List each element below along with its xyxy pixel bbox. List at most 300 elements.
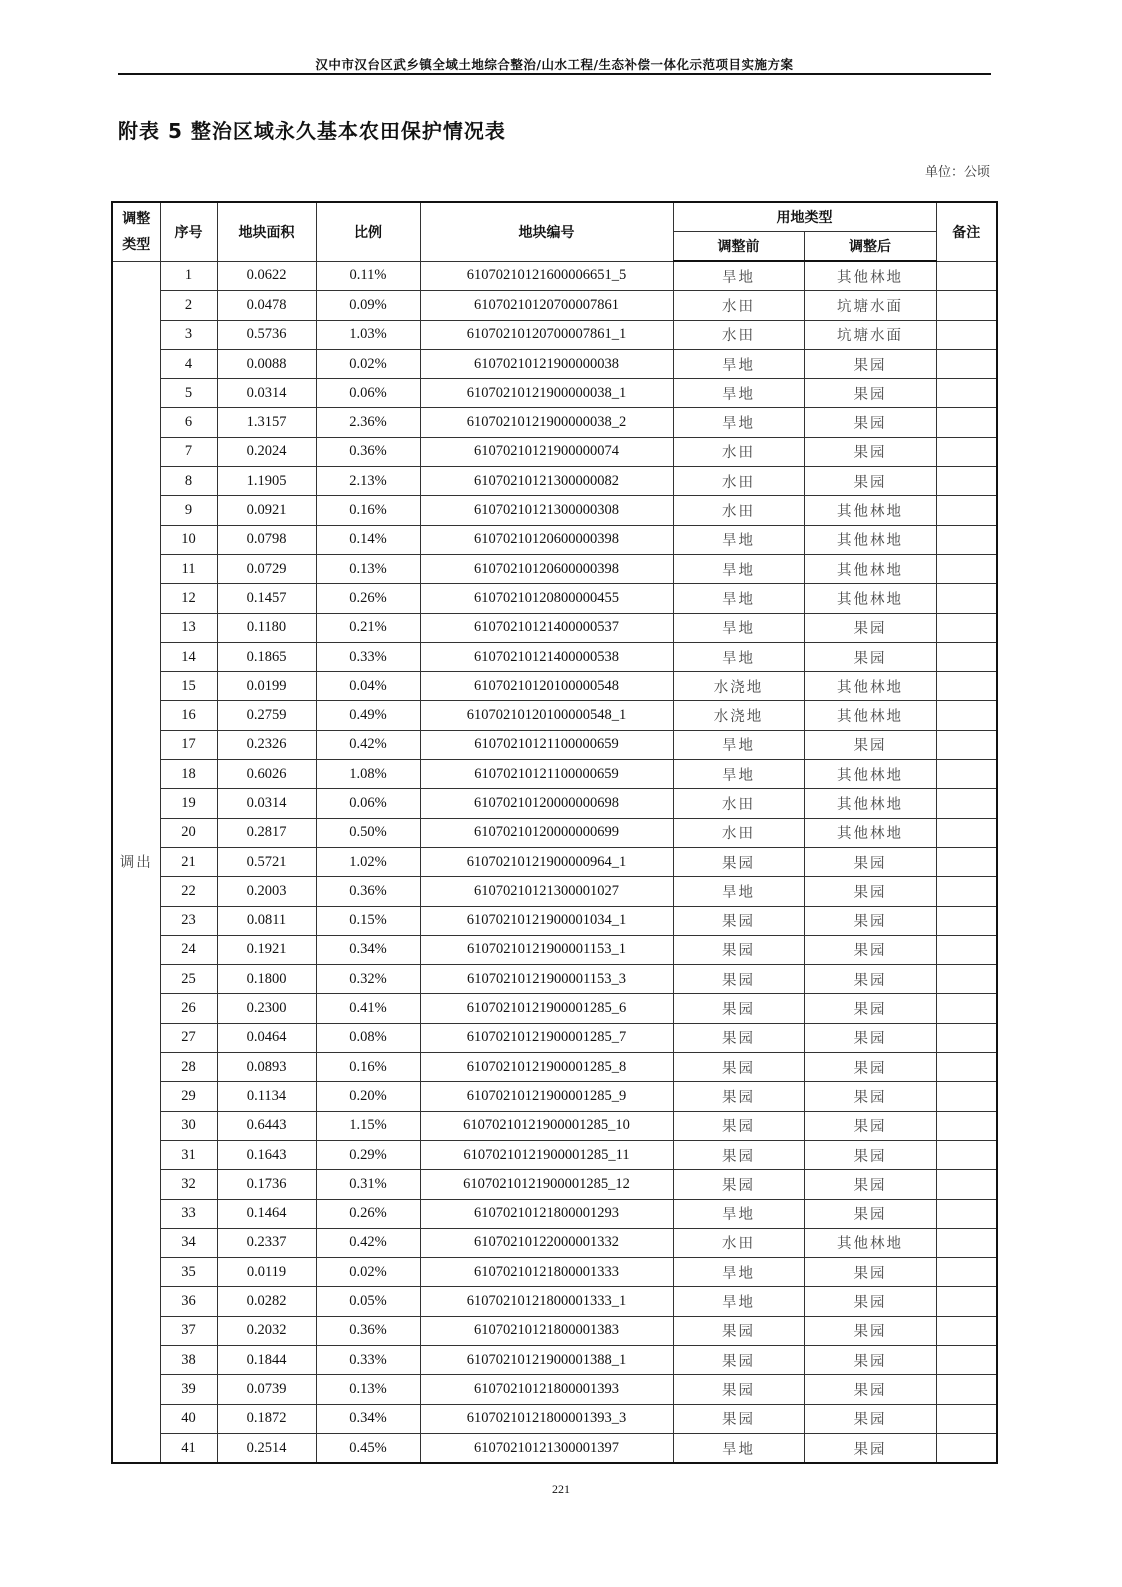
cell-remarks [936,1316,997,1345]
cell-seq: 24 [160,935,217,964]
cell-area: 0.2514 [217,1433,316,1463]
cell-remarks [936,847,997,876]
cell-parcel-id: 61070210120600000398 [420,554,673,583]
cell-parcel-id: 61070210120700007861_1 [420,320,673,349]
cell-land-use-after: 果园 [804,408,936,437]
cell-area: 0.2024 [217,437,316,466]
cell-area: 0.2817 [217,818,316,847]
table-row [112,965,997,994]
cell-area: 0.2326 [217,730,316,759]
cell-parcel-id: 61070210120700007861 [420,291,673,320]
cell-parcel-id: 61070210121900001153_3 [420,965,673,994]
cell-land-use-before: 果园 [673,847,804,876]
cell-land-use-after: 果园 [804,1316,936,1345]
table-row [112,1140,997,1169]
cell-remarks [936,701,997,730]
cell-ratio: 0.36% [316,877,420,906]
cell-area: 0.6026 [217,760,316,789]
cell-parcel-id: 61070210122000001332 [420,1228,673,1257]
header-adjust-type-line1: 调整 [122,210,151,227]
table-row [112,496,997,525]
cell-land-use-before: 水田 [673,437,804,466]
table-row [112,1287,997,1316]
table-row [112,1404,997,1433]
cell-land-use-after: 其他林地 [804,672,936,701]
cell-seq: 2 [160,291,217,320]
table-row [112,261,997,291]
header-rule [118,73,991,75]
farmland-protection-table [111,201,998,1464]
cell-area: 1.3157 [217,408,316,437]
table-row [112,613,997,642]
cell-ratio: 0.29% [316,1140,420,1169]
cell-ratio: 0.33% [316,642,420,671]
cell-land-use-after: 果园 [804,437,936,466]
cell-parcel-id: 61070210121900001153_1 [420,935,673,964]
cell-remarks [936,760,997,789]
cell-remarks [936,1082,997,1111]
cell-land-use-before: 旱地 [673,379,804,408]
cell-land-use-after: 果园 [804,1140,936,1169]
table-row [112,291,997,320]
cell-remarks [936,1404,997,1433]
cell-remarks [936,1433,997,1463]
table-row [112,906,997,935]
cell-land-use-before: 旱地 [673,408,804,437]
cell-seq: 22 [160,877,217,906]
cell-land-use-after: 果园 [804,1053,936,1082]
table-row [112,437,997,466]
cell-land-use-after: 果园 [804,935,936,964]
table-row [112,1053,997,1082]
cell-ratio: 0.02% [316,349,420,378]
cell-remarks [936,1111,997,1140]
cell-parcel-id: 61070210121400000538 [420,642,673,671]
page-number: 221 [552,1482,570,1496]
cell-ratio: 0.31% [316,1170,420,1199]
cell-land-use-before: 水田 [673,291,804,320]
cell-ratio: 0.14% [316,525,420,554]
cell-parcel-id: 61070210121900000038 [420,349,673,378]
table-row [112,1316,997,1345]
cell-seq: 39 [160,1375,217,1404]
cell-ratio: 0.11% [316,261,420,291]
cell-parcel-id: 61070210121900000074 [420,437,673,466]
cell-ratio: 0.21% [316,613,420,642]
cell-parcel-id: 61070210121900000038_1 [420,379,673,408]
cell-seq: 36 [160,1287,217,1316]
cell-remarks [936,730,997,759]
cell-remarks [936,672,997,701]
cell-area: 0.0798 [217,525,316,554]
cell-ratio: 0.34% [316,935,420,964]
cell-land-use-after: 果园 [804,1258,936,1287]
cell-land-use-before: 旱地 [673,1287,804,1316]
cell-remarks [936,642,997,671]
cell-ratio: 0.06% [316,789,420,818]
cell-parcel-id: 61070210121900001285_8 [420,1053,673,1082]
cell-parcel-id: 61070210121300001397 [420,1433,673,1463]
cell-land-use-before: 果园 [673,1375,804,1404]
cell-area: 0.1921 [217,935,316,964]
cell-seq: 17 [160,730,217,759]
cell-ratio: 0.45% [316,1433,420,1463]
cell-land-use-after: 坑塘水面 [804,320,936,349]
cell-seq: 3 [160,320,217,349]
cell-ratio: 1.03% [316,320,420,349]
cell-parcel-id: 61070210120600000398 [420,525,673,554]
cell-seq: 28 [160,1053,217,1082]
table-row [112,847,997,876]
table-row [112,818,997,847]
cell-parcel-id: 61070210121100000659 [420,760,673,789]
cell-land-use-after: 坑塘水面 [804,291,936,320]
cell-land-use-before: 果园 [673,935,804,964]
cell-land-use-before: 果园 [673,994,804,1023]
cell-remarks [936,1140,997,1169]
cell-land-use-before: 果园 [673,965,804,994]
table-row [112,994,997,1023]
cell-land-use-before: 旱地 [673,349,804,378]
cell-parcel-id: 61070210121900001388_1 [420,1345,673,1374]
cell-area: 0.0729 [217,554,316,583]
table-row [112,1375,997,1404]
cell-land-use-before: 果园 [673,906,804,935]
cell-ratio: 0.36% [316,437,420,466]
cell-parcel-id: 61070210120000000699 [420,818,673,847]
cell-seq: 20 [160,818,217,847]
cell-parcel-id: 61070210121900000038_2 [420,408,673,437]
cell-remarks [936,1023,997,1052]
cell-ratio: 0.08% [316,1023,420,1052]
cell-area: 0.1134 [217,1082,316,1111]
cell-land-use-after: 果园 [804,877,936,906]
cell-area: 0.1736 [217,1170,316,1199]
cell-seq: 21 [160,847,217,876]
cell-land-use-before: 旱地 [673,613,804,642]
cell-ratio: 1.02% [316,847,420,876]
cell-parcel-id: 61070210121600006651_5 [420,261,673,291]
cell-adjust-type: 调出 [112,261,160,1463]
cell-remarks [936,408,997,437]
cell-ratio: 0.02% [316,1258,420,1287]
cell-area: 0.2759 [217,701,316,730]
cell-remarks [936,906,997,935]
cell-seq: 35 [160,1258,217,1287]
table-row [112,554,997,583]
cell-remarks [936,320,997,349]
cell-land-use-after: 其他林地 [804,584,936,613]
header-remarks: 备注 [936,202,997,261]
cell-remarks [936,437,997,466]
cell-area: 0.1457 [217,584,316,613]
cell-ratio: 0.42% [316,1228,420,1257]
cell-land-use-before: 旱地 [673,877,804,906]
cell-area: 0.2337 [217,1228,316,1257]
cell-area: 0.0199 [217,672,316,701]
cell-parcel-id: 61070210121800001333 [420,1258,673,1287]
cell-ratio: 0.26% [316,1199,420,1228]
cell-land-use-before: 果园 [673,1082,804,1111]
cell-land-use-after: 果园 [804,906,936,935]
cell-parcel-id: 61070210121900001285_11 [420,1140,673,1169]
cell-land-use-after: 其他林地 [804,1228,936,1257]
cell-land-use-after: 果园 [804,1199,936,1228]
cell-ratio: 1.08% [316,760,420,789]
cell-land-use-before: 旱地 [673,584,804,613]
cell-parcel-id: 61070210120000000698 [420,789,673,818]
cell-land-use-after: 其他林地 [804,261,936,291]
cell-land-use-before: 果园 [673,1345,804,1374]
cell-seq: 13 [160,613,217,642]
cell-area: 0.0739 [217,1375,316,1404]
cell-seq: 6 [160,408,217,437]
cell-land-use-before: 水浇地 [673,701,804,730]
cell-area: 0.1180 [217,613,316,642]
cell-remarks [936,1258,997,1287]
cell-remarks [936,1199,997,1228]
cell-seq: 32 [160,1170,217,1199]
table-row [112,584,997,613]
cell-area: 0.0119 [217,1258,316,1287]
cell-land-use-before: 水田 [673,467,804,496]
cell-remarks [936,1287,997,1316]
table-row [112,349,997,378]
cell-land-use-before: 水田 [673,496,804,525]
cell-land-use-after: 其他林地 [804,701,936,730]
cell-seq: 38 [160,1345,217,1374]
table-row [112,1433,997,1463]
table-row [112,1082,997,1111]
cell-seq: 34 [160,1228,217,1257]
cell-remarks [936,349,997,378]
cell-remarks [936,261,997,291]
cell-land-use-after: 其他林地 [804,789,936,818]
header-after: 调整后 [804,232,936,262]
cell-land-use-before: 旱地 [673,1258,804,1287]
cell-land-use-after: 果园 [804,994,936,1023]
cell-remarks [936,525,997,554]
cell-land-use-before: 旱地 [673,1433,804,1463]
table-row [112,730,997,759]
cell-seq: 18 [160,760,217,789]
cell-remarks [936,584,997,613]
running-header: 汉中市汉台区武乡镇全域土地综合整治/山水工程/生态补偿一体化示范项目实施方案 [315,57,794,72]
cell-ratio: 0.41% [316,994,420,1023]
cell-land-use-before: 果园 [673,1140,804,1169]
cell-seq: 19 [160,789,217,818]
cell-area: 0.0478 [217,291,316,320]
table-row [112,525,997,554]
cell-parcel-id: 61070210121900001034_1 [420,906,673,935]
cell-land-use-before: 果园 [673,1404,804,1433]
cell-ratio: 0.36% [316,1316,420,1345]
cell-parcel-id: 61070210120100000548_1 [420,701,673,730]
table-row [112,1228,997,1257]
cell-seq: 26 [160,994,217,1023]
cell-ratio: 0.16% [316,496,420,525]
cell-ratio: 0.50% [316,818,420,847]
cell-ratio: 0.34% [316,1404,420,1433]
cell-parcel-id: 61070210120800000455 [420,584,673,613]
cell-parcel-id: 61070210121900001285_12 [420,1170,673,1199]
cell-parcel-id: 61070210121800001393_3 [420,1404,673,1433]
cell-ratio: 0.32% [316,965,420,994]
cell-ratio: 0.33% [316,1345,420,1374]
table-row [112,672,997,701]
cell-land-use-after: 其他林地 [804,554,936,583]
cell-land-use-after: 果园 [804,379,936,408]
cell-land-use-after: 果园 [804,1404,936,1433]
cell-land-use-before: 旱地 [673,760,804,789]
cell-land-use-before: 旱地 [673,554,804,583]
cell-seq: 10 [160,525,217,554]
cell-area: 1.1905 [217,467,316,496]
cell-ratio: 0.42% [316,730,420,759]
cell-remarks [936,467,997,496]
cell-area: 0.1872 [217,1404,316,1433]
cell-remarks [936,935,997,964]
cell-parcel-id: 61070210121400000537 [420,613,673,642]
cell-land-use-before: 果园 [673,1316,804,1345]
cell-ratio: 0.49% [316,701,420,730]
cell-seq: 40 [160,1404,217,1433]
table-row [112,1111,997,1140]
table-row [112,642,997,671]
cell-area: 0.0088 [217,349,316,378]
cell-parcel-id: 61070210121300001027 [420,877,673,906]
unit-label: 单位：公顷 [924,165,990,180]
cell-seq: 11 [160,554,217,583]
cell-seq: 23 [160,906,217,935]
cell-area: 0.0893 [217,1053,316,1082]
table-row [112,1199,997,1228]
cell-ratio: 2.36% [316,408,420,437]
cell-area: 0.6443 [217,1111,316,1140]
cell-ratio: 0.20% [316,1082,420,1111]
table-row [112,1345,997,1374]
cell-area: 0.0314 [217,379,316,408]
cell-land-use-before: 水田 [673,818,804,847]
cell-land-use-after: 其他林地 [804,760,936,789]
cell-seq: 33 [160,1199,217,1228]
cell-ratio: 0.26% [316,584,420,613]
cell-area: 0.0314 [217,789,316,818]
header-before: 调整前 [673,232,804,262]
cell-seq: 14 [160,642,217,671]
cell-seq: 1 [160,261,217,291]
cell-seq: 25 [160,965,217,994]
cell-parcel-id: 61070210121300000082 [420,467,673,496]
cell-remarks [936,613,997,642]
cell-remarks [936,877,997,906]
cell-remarks [936,1053,997,1082]
header-area: 地块面积 [217,202,316,261]
header-seq: 序号 [160,202,217,261]
cell-seq: 5 [160,379,217,408]
cell-parcel-id: 61070210121100000659 [420,730,673,759]
table-row [112,320,997,349]
cell-remarks [936,554,997,583]
cell-land-use-before: 旱地 [673,525,804,554]
cell-land-use-after: 其他林地 [804,496,936,525]
cell-land-use-after: 果园 [804,1433,936,1463]
table-title: 附表 5 整治区域永久基本农田保护情况表 [118,119,506,143]
cell-ratio: 1.15% [316,1111,420,1140]
cell-seq: 4 [160,349,217,378]
cell-land-use-before: 水田 [673,320,804,349]
cell-area: 0.2032 [217,1316,316,1345]
cell-seq: 41 [160,1433,217,1463]
cell-area: 0.2300 [217,994,316,1023]
cell-parcel-id: 61070210121800001383 [420,1316,673,1345]
cell-ratio: 0.05% [316,1287,420,1316]
cell-remarks [936,291,997,320]
header-row [112,202,997,232]
cell-area: 0.0464 [217,1023,316,1052]
cell-ratio: 0.16% [316,1053,420,1082]
cell-seq: 16 [160,701,217,730]
table-row [112,1023,997,1052]
cell-remarks [936,1170,997,1199]
cell-ratio: 0.09% [316,291,420,320]
cell-land-use-before: 水田 [673,789,804,818]
cell-land-use-after: 果园 [804,1023,936,1052]
header-adjust-type [112,202,160,261]
cell-parcel-id: 61070210121800001293 [420,1199,673,1228]
cell-area: 0.0921 [217,496,316,525]
cell-seq: 9 [160,496,217,525]
cell-land-use-after: 果园 [804,613,936,642]
cell-land-use-after: 果园 [804,965,936,994]
table-row [112,935,997,964]
cell-land-use-after: 果园 [804,1375,936,1404]
cell-seq: 29 [160,1082,217,1111]
cell-ratio: 0.06% [316,379,420,408]
cell-area: 0.1844 [217,1345,316,1374]
table-row [112,701,997,730]
cell-parcel-id: 61070210121900001285_9 [420,1082,673,1111]
table-row [112,1170,997,1199]
cell-remarks [936,496,997,525]
header-ratio: 比例 [316,202,420,261]
header-land-use: 用地类型 [673,202,936,232]
cell-remarks [936,994,997,1023]
cell-remarks [936,965,997,994]
cell-remarks [936,1228,997,1257]
cell-land-use-after: 果园 [804,1082,936,1111]
cell-remarks [936,1345,997,1374]
cell-land-use-after: 果园 [804,467,936,496]
cell-land-use-before: 旱地 [673,261,804,291]
cell-area: 0.0622 [217,261,316,291]
cell-remarks [936,1375,997,1404]
cell-area: 0.0811 [217,906,316,935]
header-parcel-id: 地块编号 [420,202,673,261]
cell-parcel-id: 61070210120100000548 [420,672,673,701]
table-body [112,261,997,1463]
cell-area: 0.1643 [217,1140,316,1169]
cell-seq: 12 [160,584,217,613]
table-row [112,408,997,437]
cell-land-use-before: 旱地 [673,1199,804,1228]
cell-parcel-id: 61070210121300000308 [420,496,673,525]
table-row [112,467,997,496]
cell-area: 0.5721 [217,847,316,876]
cell-area: 0.1464 [217,1199,316,1228]
cell-land-use-after: 果园 [804,642,936,671]
table-row [112,760,997,789]
